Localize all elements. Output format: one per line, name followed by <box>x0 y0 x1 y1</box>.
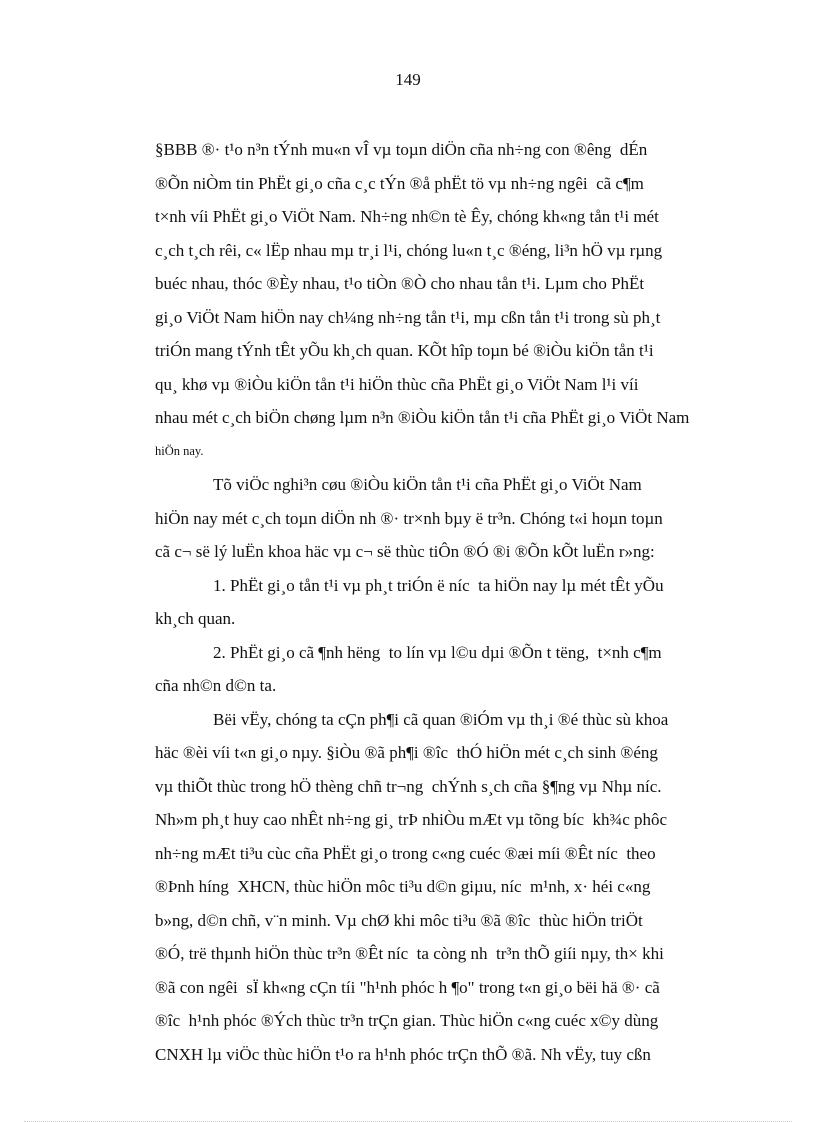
text-line: nhau mét c¸ch biÖn chøng lµm n³n ®iÒu kiÖn tån t¹i cña PhËt gi¸o ViÖt Nam <box>155 408 690 427</box>
paragraph-first-line: 1. PhËt gi¸o tån t¹i vµ ph¸t triÓn ë níc ta hiÖn nay lµ mét tÊt yÕu <box>213 575 664 595</box>
text-line: ®îc h¹nh phóc ®Ých thùc tr³n trÇn gian. Thùc hiÖn c«ng cuéc x©y dùng <box>155 1011 659 1030</box>
text-line: triÓn mang tÝnh tÊt yÕu kh¸ch quan. KÕt hîp toµn bé ®iÒu kiÖn tån t¹i <box>155 341 654 360</box>
text-line: häc ®èi víi t«n gi¸o nµy. §iÒu ®ã ph¶i ®îc thÓ hiÖn mét c¸ch sinh ®éng <box>155 743 658 762</box>
text-line: c¸ch t¸ch rêi, c« lËp nhau mµ tr¸i l¹i, chóng lu«n t¸c ®éng, li³n hÖ vµ rµng <box>155 240 663 260</box>
footer-divider <box>24 1121 792 1122</box>
text-line: hiÖn nay. <box>155 443 204 458</box>
text-line: CNXH lµ viÖc thùc hiÖn t¹o ra h¹nh phóc trÇn thÕ ®ã. Nh vËy, tuy cßn <box>155 1044 651 1064</box>
body-text <box>155 133 767 1071</box>
text-line: nh÷ng mÆt ti³u cùc cña PhËt gi¸o trong c«ng cuéc ®æi míi ®Êt níc theo <box>155 843 656 863</box>
text-line: b»ng, d©n chñ, v¨n minh. Vµ chØ khi môc ti³u ®ã ®îc thùc hiÖn triÖt <box>155 910 643 930</box>
paragraph-first-line: 2. PhËt gi¸o cã ¶nh hëng to lín vµ l©u dµi ®Õn t tëng, t×nh c¶m <box>213 642 662 662</box>
page-number: 149 <box>395 70 421 89</box>
text-line: Nh»m ph¸t huy cao nhÊt nh÷ng gi¸ trÞ nhiÒu mÆt vµ tõng bíc kh¾c phôc <box>155 810 668 829</box>
text-line: §BBB ®· t¹o n³n tÝnh mu«n vÎ vµ toµn diÖn cña nh÷ng con ®êng dÉn <box>155 140 648 159</box>
text-line: cña nh©n d©n ta. <box>155 676 277 695</box>
text-line: buéc nhau, thóc ®Èy nhau, t¹o tiÒn ®Ò cho nhau tån t¹i. Lµm cho PhËt <box>155 274 645 293</box>
text-line: ®Õn niÒm tin PhËt gi¸o cña c¸c tÝn ®å phËt tö vµ nh÷ng ngêi cã c¶m <box>155 173 644 193</box>
text-line: hiÖn nay mét c¸ch toµn diÖn nh ®· tr×nh bµy ë tr³n. Chóng t«i hoµn toµn <box>155 508 663 528</box>
text-line: t×nh víi PhËt gi¸o ViÖt Nam. Nh÷ng nh©n tè Êy, chóng kh«ng tån t¹i mét <box>155 207 659 226</box>
paragraph-first-line: Bëi vËy, chóng ta cÇn ph¶i cã quan ®iÓm vµ th¸i ®é thùc sù khoa <box>213 709 669 729</box>
text-line: cã c¬ së lý luËn khoa häc vµ c¬ së thùc tiÔn ®Ó ®i ®Õn kÕt luËn r»ng: <box>155 542 655 561</box>
text-line: ®Þnh híng XHCN, thùc hiÖn môc ti³u d©n giµu, níc m¹nh, x· héi c«ng <box>155 877 651 896</box>
text-line: kh¸ch quan. <box>155 609 236 628</box>
text-line: ®ã con ngêi sÏ kh«ng cÇn tíi "h¹nh phóc h ¶o" trong t«n gi¸o bëi hä ®· cã <box>155 977 660 997</box>
paragraph-first-line: Tõ viÖc nghi³n cøu ®iÒu kiÖn tån t¹i cña PhËt gi¸o ViÖt Nam <box>213 475 642 494</box>
text-line: ®Ó, trë thµnh hiÖn thùc tr³n ®Êt níc ta còng nh tr³n thÕ giíi nµy, th× khi <box>155 944 664 963</box>
text-line: vµ thiÕt thùc trong hÖ thèng chñ tr¬ng chÝnh s¸ch cña §¶ng vµ Nhµ níc. <box>155 776 662 796</box>
text-line: gi¸o ViÖt Nam hiÖn nay ch¼ng nh÷ng tån t¹i, mµ cßn tån t¹i trong sù ph¸t <box>155 307 661 327</box>
text-line: qu¸ khø vµ ®iÒu kiÖn tån t¹i hiÖn thùc cña PhËt gi¸o ViÖt Nam l¹i víi <box>155 374 639 394</box>
